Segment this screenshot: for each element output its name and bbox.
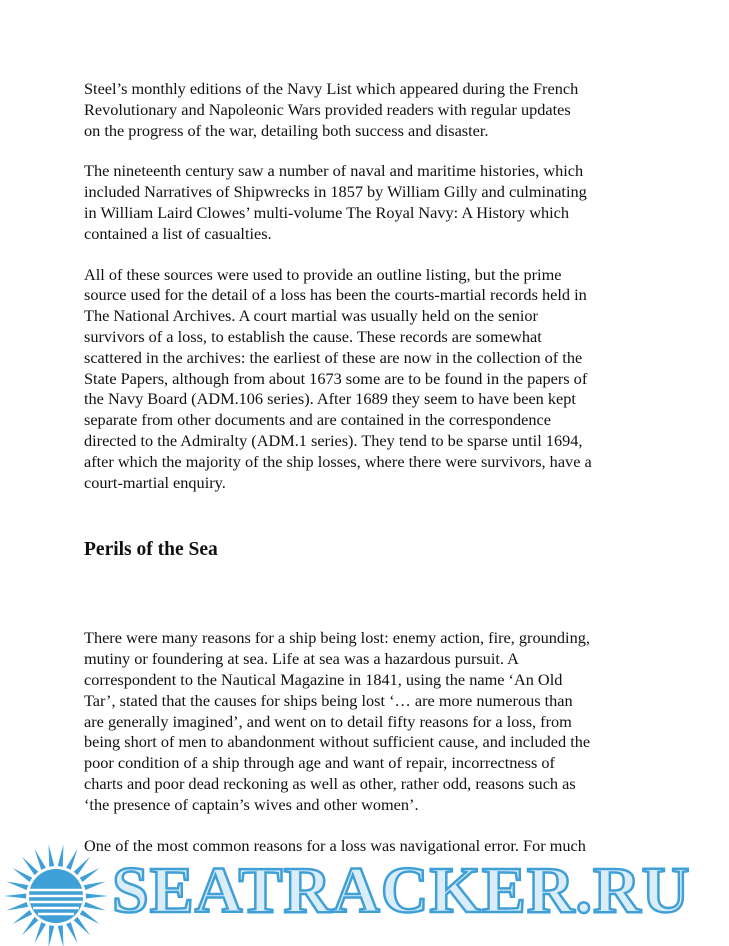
paragraph-navy-list: Steel’s monthly editions of the Navy List which appeared during the French Revolutionary and Napoleonic Wars provided readers with regular updates on the progress of the war, detailing both success and disaster. [84,79,579,140]
sun-ray [22,917,38,935]
sun-ray [12,868,32,882]
sun-ray [80,910,100,924]
paragraph-nineteenth-century: The nineteenth century saw a number of naval and maritime histories, which included Narratives of Shipwrecks in 1857 by William Gilly and culminating in William Laird Clowes’ multi-volume The Royal Navy: A History which contained a list of casualties. [84,161,587,243]
section-heading-wrap [84,538,649,562]
sun-ray [34,849,46,870]
sun-ray [12,910,32,924]
sun-ray [34,922,46,943]
watermark-text: SEATRACKER.RU [112,854,691,927]
paragraph-reasons: There were many reasons for a ship being lost: enemy action, fire, grounding, mutiny or foundering at sea. Life at sea was a hazardous pursuit. A correspondent to the Nautical Magazine in 1841, using the name ‘An Old Tar’, stated that the causes for ships being lost ‘… are more numerous than are generally imagined’, and went on to detail fifty reasons for a loss, from being short of men to abandonment without sufficient cause, and included the poor condition of a ship through age and want of repair, incorrectness of charts and poor dead reckoning as well as other, rather odd, reasons such as ‘the presence of captain’s wives and other women’. [84,628,591,814]
sun-ray [6,881,28,890]
sun-ray [4,893,26,898]
sun-ray [58,845,64,867]
sun-ray [22,857,38,875]
sun-ray [6,902,28,911]
sun-ray [86,893,108,898]
sun-ray [49,925,55,946]
sun-ray [66,922,78,943]
sun-ray [80,868,100,882]
sun-ray [84,902,106,911]
sun-ray [84,881,106,890]
paragraph-navigational-error: One of the most common reasons for a loss was navigational error. For much [84,835,586,855]
sun-ray [49,845,55,867]
paragraph-sources: All of these sources were used to provide an outline listing, but the prime source used for the detail of a loss has been the courts-martial records held in The National Archives. A court martial was usually held on the senior survivors of a loss, to establish the cause. These records are somewhat scattered in the archives: the earliest of these are now in the collection of the State Papers, although from about 1673 some are to be found in the papers of the Navy Board (ADM.106 series). After 1689 they seem to have been kept separate from other documents and are contained in the correspondence directed to the Admiralty (ADM.1 series). They tend to be sparse until 1694, after which the majority of the ship losses, where there were survivors, have a court-martial enquiry. [84,264,592,492]
section-heading: Perils of the Sea [84,539,218,561]
sun-ray [66,849,78,870]
document-body [84,79,649,856]
sun-ray [74,857,90,875]
sun-ray [58,925,64,946]
sun-ray [74,917,90,935]
